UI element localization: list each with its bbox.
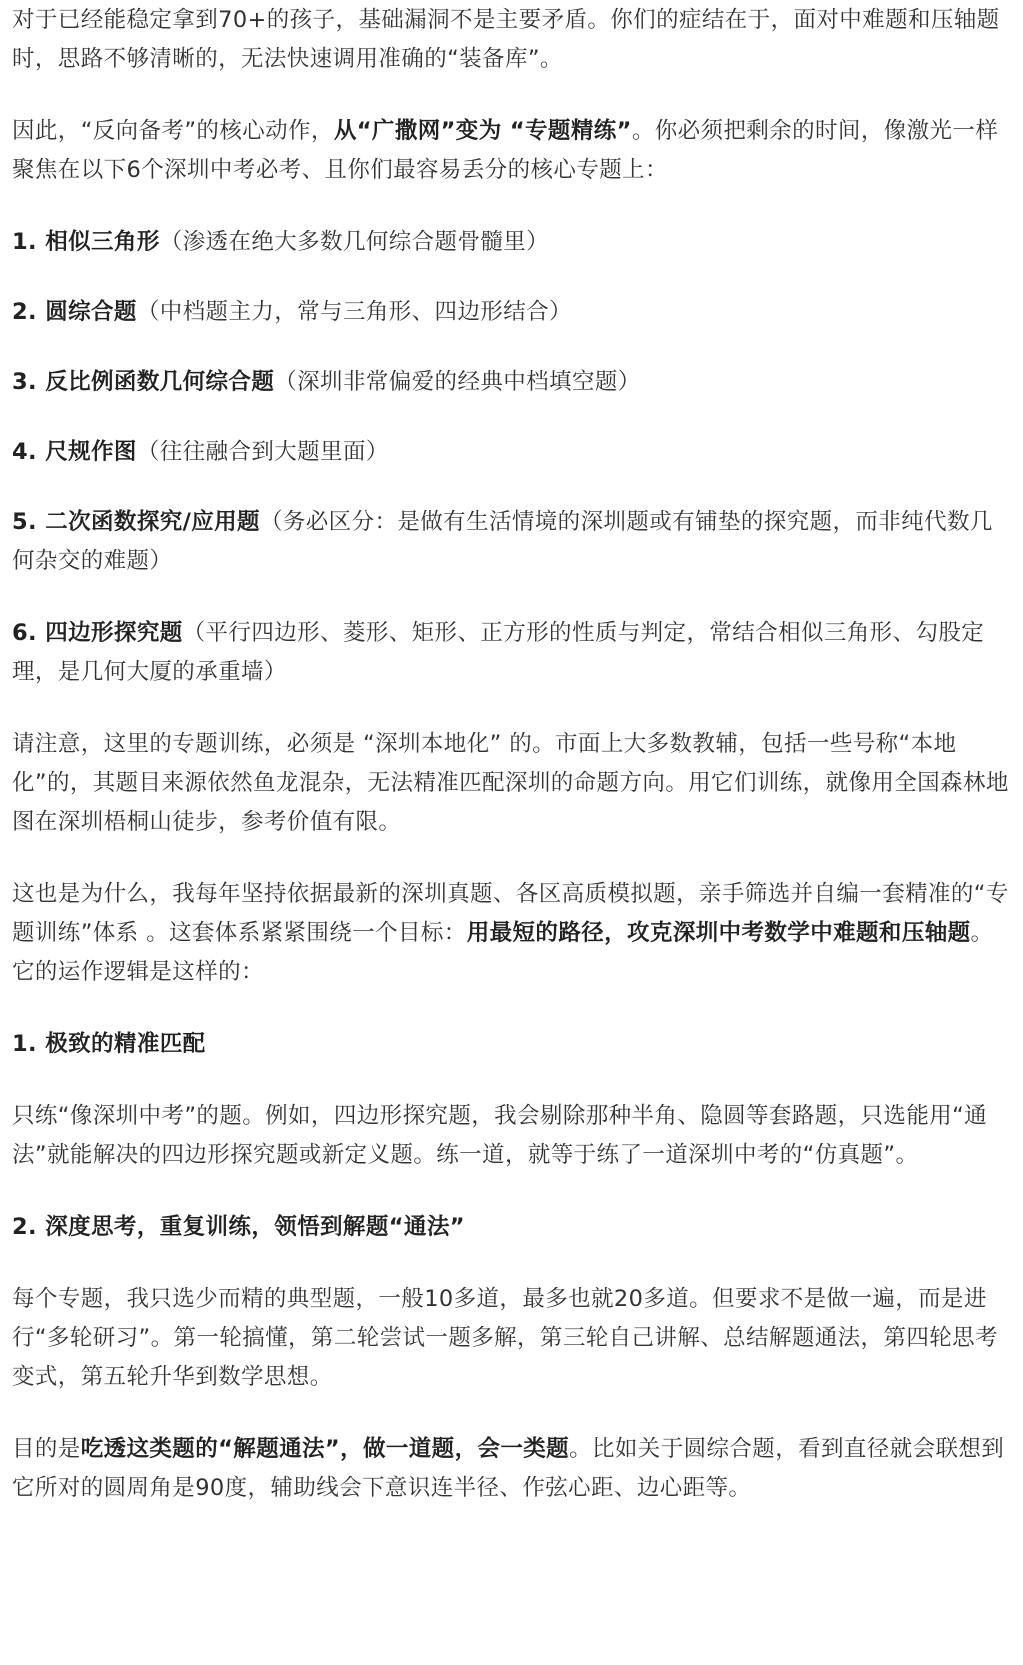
topic-note: （渗透在绝大多数几何综合题骨髓里） [159, 229, 550, 255]
topic-title: 4. 尺规作图 [12, 439, 137, 465]
topic-title: 1. 相似三角形 [12, 229, 160, 255]
topic-item [12, 293, 1009, 332]
section-heading: 1. 极致的精准匹配 [12, 1031, 206, 1057]
emphasis-text: 吃透这类题的“解题通法”，做一道题，会一类题 [80, 1436, 570, 1462]
topic-note: （往往融合到大题里面） [136, 439, 389, 465]
topic-title: 5. 二次函数探究/应用题 [12, 509, 260, 535]
emphasis-text: 用最短的路径，攻克深圳中考数学中难题和压轴题 [466, 920, 971, 946]
purpose-paragraph: 目的是吃透这类题的“解题通法”，做一道题，会一类题。比如关于圆综合题，看到直径就会联想到它所对的圆周角是90度，辅助线会下意识连半径、作弦心距、边心距等。 [12, 1436, 1005, 1501]
topic-note: （平行四边形、菱形、矩形、正方形的性质与判定，常结合相似三角形、勾股定理，是几何大厦的承重墙） [12, 620, 985, 685]
topic-item [12, 614, 1009, 692]
topic-note: （务必区分：是做有生活情境的深圳题或有铺垫的探究题，而非纯代数几何杂交的难题） [12, 509, 993, 574]
topic-item [12, 433, 1009, 472]
topic-item [12, 223, 1009, 262]
localization-paragraph: 请注意，这里的专题训练，必须是 “深圳本地化” 的。市面上大多数教辅，包括一些号称“本地化”的，其题目来源依然鱼龙混杂，无法精准匹配深圳的命题方向。用它们训练，就像用全国森林地图在深圳梧桐山徒步，参考价值有限。 [12, 731, 1009, 835]
topic-title: 2. 圆综合题 [12, 299, 137, 325]
practice-paragraph: 每个专题，我只选少而精的典型题，一般10多道，最多也就20多道。但要求不是做一遍，而是进行“多轮研习”。第一轮搞懂，第二轮尝试一题多解，第三轮自己讲解、总结解题通法，第四轮思考变式，第五轮升华到数学思想。 [12, 1286, 998, 1390]
topic-note: （深圳非常偏爱的经典中档填空题） [274, 369, 641, 395]
topic-title: 3. 反比例函数几何综合题 [12, 369, 275, 395]
topic-item [12, 363, 1009, 402]
strategy-paragraph: 因此，“反向备考”的核心动作，从“广撒网”变为 “专题精练”。你必须把剩余的时间，像激光一样聚焦在以下6个深圳中考必考、且你们最容易丢分的核心专题上： [12, 118, 999, 183]
section-heading: 2. 深度思考，重复训练，领悟到解题“通法” [12, 1214, 465, 1240]
intro-paragraph: 对于已经能稳定拿到70+的孩子，基础漏洞不是主要矛盾。你们的症结在于，面对中难题和压轴题时，思路不够清晰的，无法快速调用准确的“装备库”。 [12, 7, 1000, 72]
topic-title: 6. 四边形探究题 [12, 620, 183, 646]
system-paragraph: 这也是为什么，我每年坚持依据最新的深圳真题、各区高质模拟题，亲手筛选并自编一套精准的“专题训练”体系 。这套体系紧紧围绕一个目标：用最短的路径，攻克深圳中考数学中难题和压轴题。它的运作逻辑是这样的： [12, 881, 1009, 985]
matching-paragraph: 只练“像深圳中考”的题。例如，四边形探究题，我会剔除那种半角、隐圆等套路题，只选能用“通法”就能解决的四边形探究题或新定义题。练一道，就等于练了一道深圳中考的“仿真题”。 [12, 1103, 988, 1168]
topic-note: （中档题主力，常与三角形、四边形结合） [136, 299, 572, 325]
topic-item [12, 503, 1009, 581]
emphasis-text: 从“广撒网”变为 “专题精练” [333, 118, 632, 144]
